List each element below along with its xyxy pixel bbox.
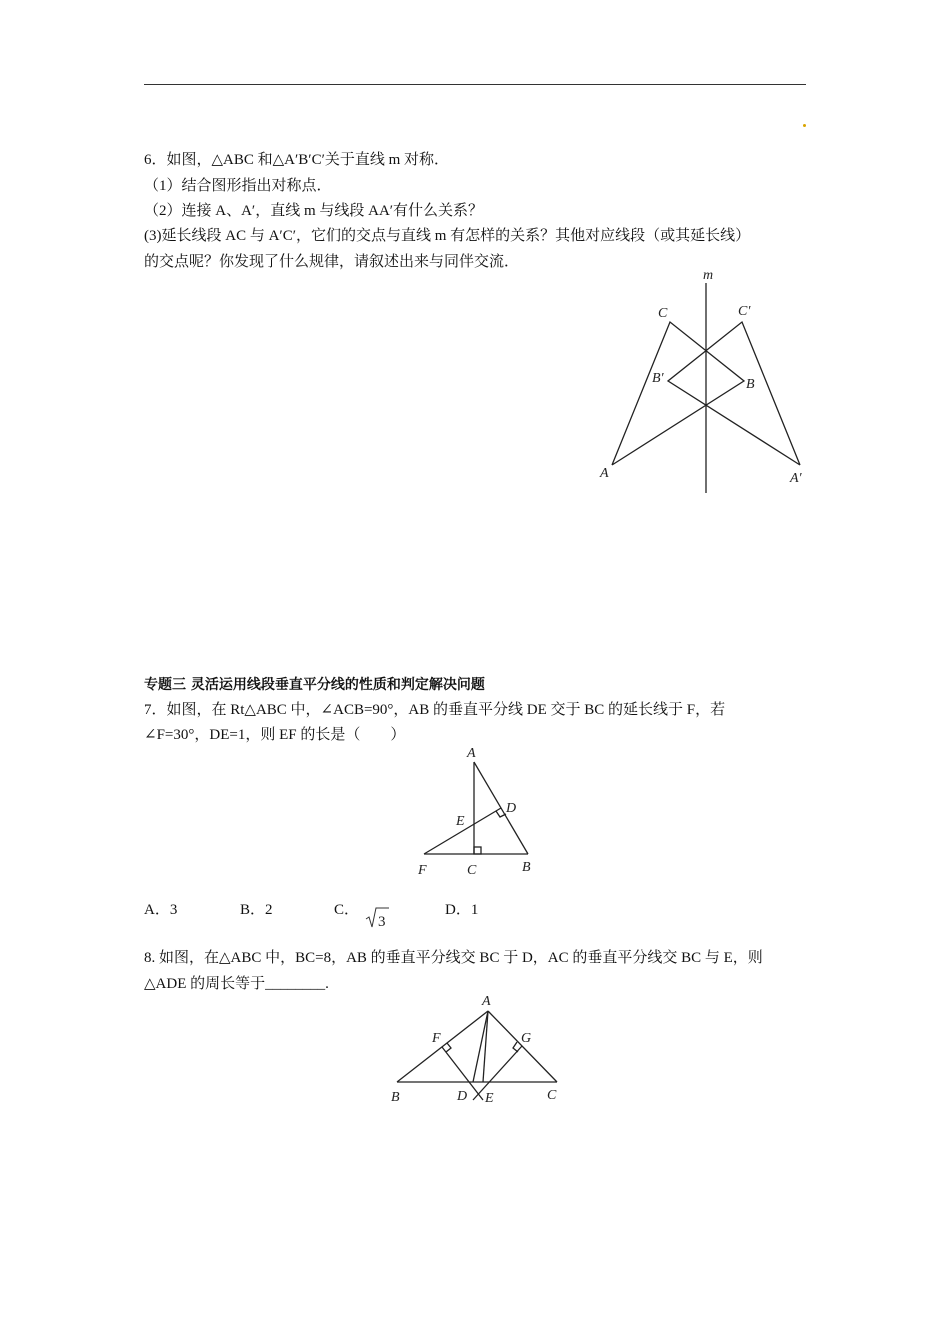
triangle-a2b2c2 — [668, 322, 800, 465]
q7-stem-line2: ∠F=30°，DE=1，则 EF 的长是（ ） — [144, 727, 406, 743]
q6-part3-line1: (3)延长线段 AC 与 A′C′，它们的交点与直线 m 有怎样的关系？其他对应线段（或其延长线） — [144, 228, 751, 244]
right-angle-mark-c — [474, 847, 481, 854]
label-a: A — [600, 466, 609, 481]
label-a-prime: A′ — [790, 471, 802, 486]
header-rule — [144, 84, 806, 85]
label-b-prime: B′ — [652, 371, 664, 386]
label-b: B — [522, 860, 531, 875]
q8-stem-line2: △ADE 的周长等于________. — [144, 976, 329, 992]
q7-option-a: A．3 — [144, 902, 178, 918]
label-g: G — [521, 1031, 532, 1046]
q8-stem-line1: 8. 如图，在△ABC 中，BC=8，AB 的垂直平分线交 BC 于 D，AC 的垂直平分线交 BC 与 E，则 — [144, 950, 763, 966]
label-b: B — [746, 377, 755, 392]
q6-symmetry-figure — [590, 265, 820, 500]
perp-bisector-ac — [473, 1046, 522, 1100]
sqrt-icon — [364, 905, 390, 931]
q7-figure — [410, 740, 550, 880]
label-d: D — [457, 1089, 468, 1104]
q7-option-b: B．2 — [240, 902, 273, 918]
sqrt-radicand: 3 — [378, 914, 386, 930]
q6-part2: （2）连接 A、A′，直线 m 与线段 AA′有什么关系？ — [144, 203, 484, 219]
label-f: F — [432, 1031, 441, 1046]
label-m: m — [703, 268, 714, 283]
q7-option-d: D．1 — [445, 902, 479, 918]
label-f: F — [418, 863, 427, 878]
q7-option-c: C． — [334, 902, 360, 918]
label-a: A — [482, 994, 491, 1009]
label-c: C — [547, 1088, 557, 1103]
q6-part3-line2: 的交点呢？你发现了什么规律，请叙述出来与同伴交流． — [144, 254, 520, 270]
label-c: C — [658, 306, 668, 321]
decorative-dot — [803, 124, 806, 127]
label-d: D — [506, 801, 517, 816]
label-c-prime: C′ — [738, 304, 751, 319]
label-c: C — [467, 863, 477, 878]
triangle-abc — [612, 322, 744, 465]
right-angle-mark-f — [446, 1043, 451, 1052]
q8-figure — [385, 990, 570, 1115]
label-b: B — [391, 1090, 400, 1105]
q7-stem-line1: 7．如图，在 Rt△ABC 中，∠ACB=90°，AB 的垂直平分线 DE 交于 BC 的延长线于 F，若 — [144, 702, 726, 718]
section3-title: 专题三 灵活运用线段垂直平分线的性质和判定解决问题 — [144, 677, 485, 693]
label-e: E — [456, 814, 465, 829]
segment-ab — [397, 1011, 488, 1082]
label-e: E — [485, 1091, 494, 1106]
q6-stem: 6．如图，△ABC 和△A′B′C′关于直线 m 对称． — [144, 152, 450, 168]
q6-part1: （1）结合图形指出对称点． — [144, 178, 332, 194]
label-a: A — [467, 746, 476, 761]
